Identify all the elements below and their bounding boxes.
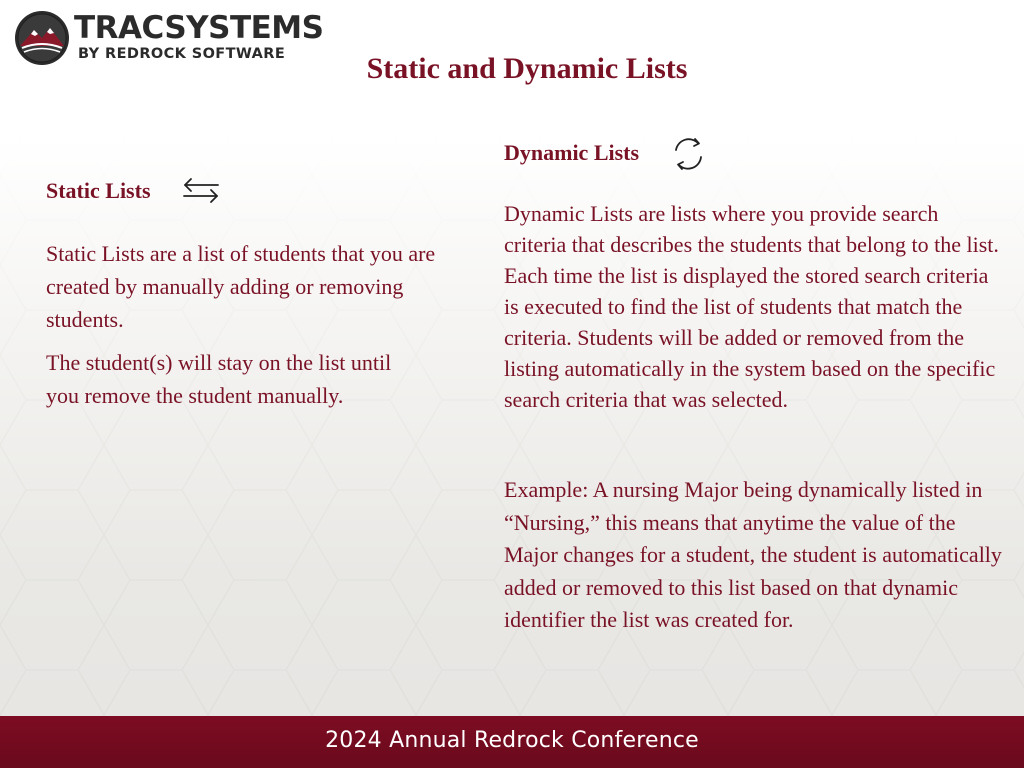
- footer-bar: [0, 716, 1024, 768]
- dynamic-lists-description: Dynamic Lists are lists where you provide search criteria that describes the students that belong to the list. Each time the list is displayed the stored search criteria is executed to find the list of students that match the criteria. Students will be added or removed from the listing automatically in the system based on the specific search criteria that was selected.: [504, 201, 999, 412]
- static-lists-heading: Static Lists: [46, 178, 151, 203]
- static-lists-note: The student(s) will stay on the list until you remove the student manually.: [46, 350, 392, 408]
- static-lists-description: Static Lists are a list of students that you are created by manually adding or removing students.: [46, 241, 436, 332]
- slide-title: Static and Dynamic Lists: [366, 52, 688, 85]
- swap-arrows-icon: [180, 174, 222, 206]
- logo-tagline: BY REDROCK SOFTWARE: [78, 46, 286, 62]
- logo-wordmark: TRACSYSTEMS: [74, 10, 324, 46]
- dynamic-lists-example: Example: A nursing Major being dynamically listed in “Nursing,” this means that anytime the value of the Major changes for a student, the student is automatically added or removed to this list based on that dynamic identifier the list was created for.: [504, 477, 1002, 633]
- dynamic-lists-heading: Dynamic Lists: [504, 140, 640, 165]
- refresh-cycle-icon: [668, 135, 708, 173]
- footer-conference-text: 2024 Annual Redrock Conference: [325, 728, 699, 753]
